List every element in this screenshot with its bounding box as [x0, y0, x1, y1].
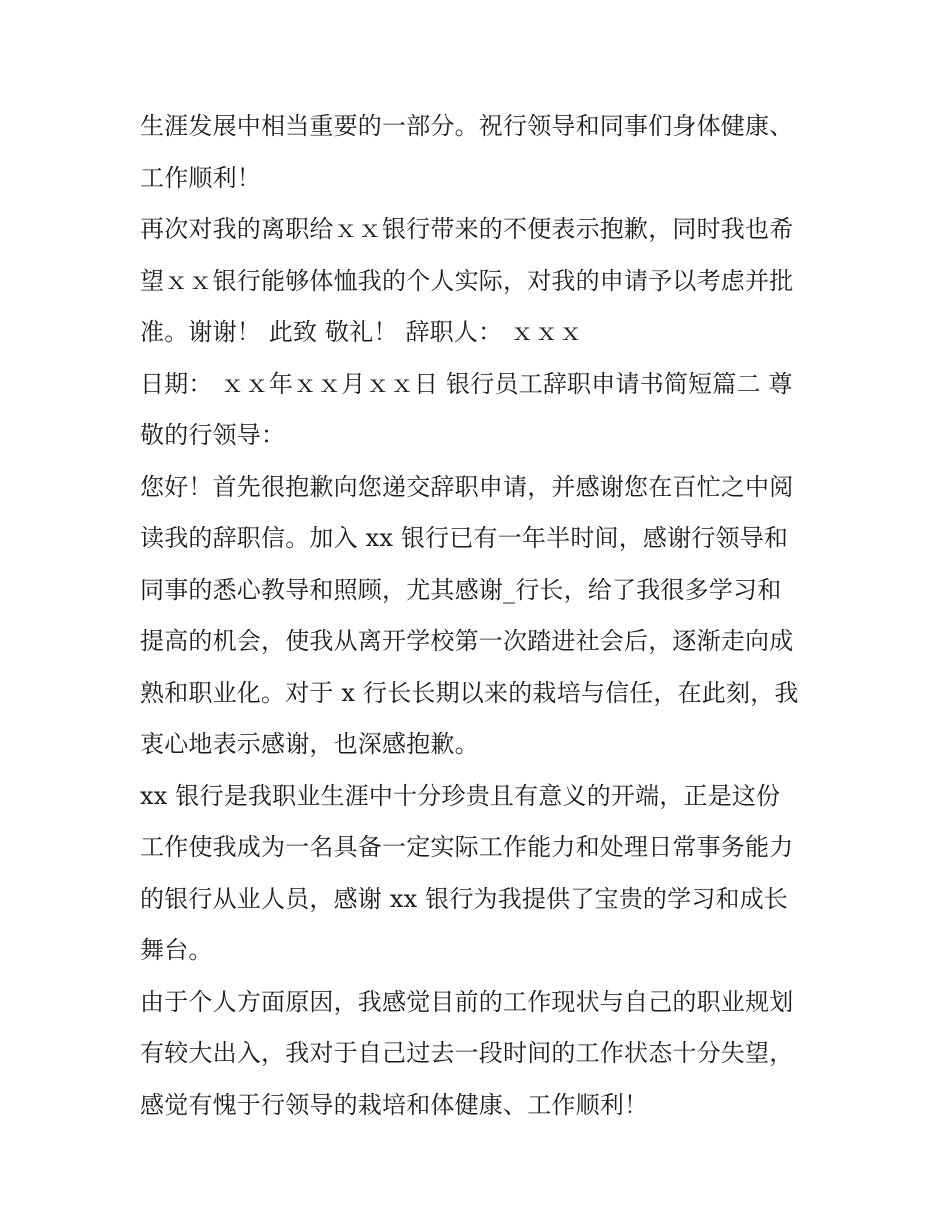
text-line: 提高的机会，使我从离开学校第一次踏进社会后，逐渐走向成	[140, 627, 794, 655]
text-line: xx 银行是我职业生涯中十分珍贵且有意义的开端，正是这份	[140, 781, 781, 810]
text-line: 熟和职业化。对于 x 行长长期以来的栽培与信任，在此刻，我	[140, 678, 799, 707]
document-body	[140, 101, 820, 1131]
text-line: 衷心地表示感谢，也深感抱歉。	[140, 730, 479, 758]
text-line: 工作顺利！	[140, 163, 261, 192]
text-line: 再次对我的离职给ｘｘ银行带来的不便表示抱歉，同时我也希	[140, 215, 794, 243]
text-line: 由于个人方面原因，我感觉目前的工作现状与自己的职业规划	[140, 987, 794, 1016]
text-line: 生涯发展中相当重要的一部分。祝行领导和同事们身体健康、	[140, 112, 794, 140]
text-line: 舞台。	[140, 936, 213, 964]
text-line: 敬的行领导：	[140, 421, 286, 449]
text-line: 感觉有愧于行领导的栽培和体健康、工作顺利！	[140, 1090, 649, 1119]
text-line: 有较大出入，我对于自己过去一段时间的工作状态十分失望，	[140, 1039, 794, 1067]
text-line: 望ｘｘ银行能够体恤我的个人实际，对我的申请予以考虑并批	[140, 266, 794, 295]
text-line: 读我的辞职信。加入 xx 银行已有一年半时间，感谢行领导和	[140, 524, 789, 552]
text-line: 同事的悉心教导和照顾，尤其感谢_行长，给了我很多学习和	[140, 575, 782, 604]
text-line: 工作使我成为一名具备一定实际工作能力和处理日常事务能力	[140, 833, 794, 861]
text-line: 您好！首先很抱歉向您递交辞职申请，并感谢您在百忙之中阅	[140, 472, 794, 501]
text-line: 的银行从业人员，感谢 xx 银行为我提供了宝贵的学习和成长	[140, 884, 789, 913]
text-line: 准。谢谢！ 此致 敬礼！ 辞职人： ｘｘｘ	[140, 318, 583, 346]
text-line: 日期： ｘｘ年ｘｘ月ｘｘ日 银行员工辞职申请书简短篇二 尊	[140, 369, 793, 398]
